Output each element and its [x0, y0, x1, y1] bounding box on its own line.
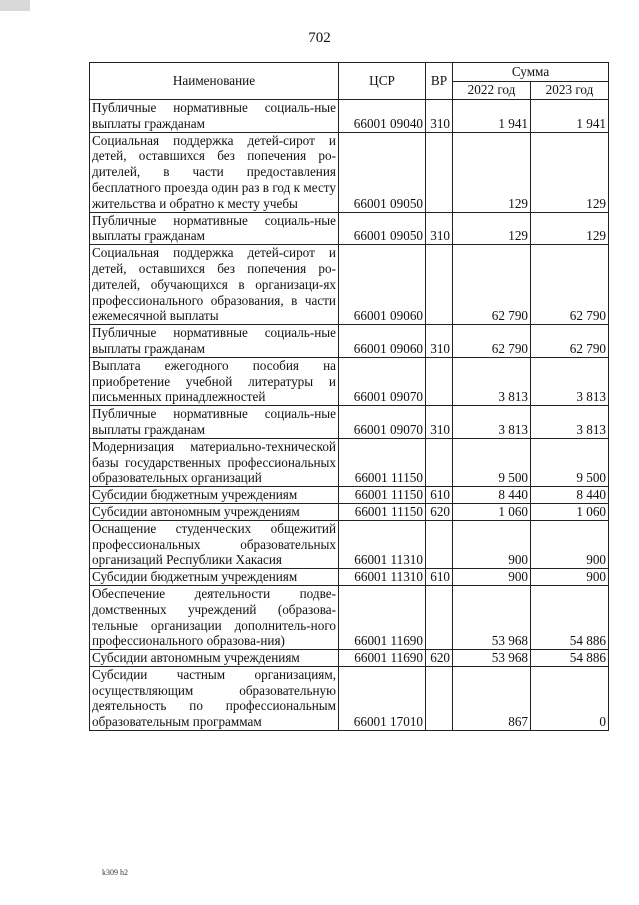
row-csr: 66001 11310 [339, 569, 426, 586]
budget-table [89, 62, 609, 731]
row-vr [426, 585, 453, 649]
table-row [90, 585, 609, 649]
row-vr: 310 [426, 100, 453, 133]
row-name: Выплата ежегодного пособия на приобретение учебной литературы и письменных принадлежностей [90, 357, 339, 405]
row-csr: 66001 17010 [339, 666, 426, 730]
row-2022: 900 [453, 569, 531, 586]
row-vr [426, 438, 453, 486]
row-vr [426, 245, 453, 325]
header-year-2023: 2023 год [531, 81, 609, 100]
row-2023: 129 [531, 212, 609, 245]
row-csr: 66001 11150 [339, 487, 426, 504]
table-row [90, 520, 609, 568]
row-name: Социальная поддержка детей-сирот и детей, оставшихся без попечения ро-дителей, обучающихся в организаци-ях профессионального образования, в части ежемесячной выплаты [90, 245, 339, 325]
row-csr: 66001 11310 [339, 520, 426, 568]
table-row [90, 666, 609, 730]
row-2022: 3 813 [453, 406, 531, 439]
row-2023: 54 886 [531, 585, 609, 649]
row-name: Субсидии частным организациям, осуществляющим образовательную деятельность по профессиональным образовательным программам [90, 666, 339, 730]
row-name: Публичные нормативные социаль-ные выплаты гражданам [90, 212, 339, 245]
row-2023: 62 790 [531, 325, 609, 358]
row-2022: 129 [453, 212, 531, 245]
table-row [90, 569, 609, 586]
row-csr: 66001 11150 [339, 503, 426, 520]
row-2023: 62 790 [531, 245, 609, 325]
row-vr [426, 666, 453, 730]
row-vr: 620 [426, 650, 453, 667]
table-row [90, 406, 609, 439]
table-row [90, 100, 609, 133]
row-name: Публичные нормативные социаль-ные выплаты гражданам [90, 325, 339, 358]
row-2023: 0 [531, 666, 609, 730]
row-name: Оснащение студенческих общежитий профессиональных образовательных организаций Республики Хакасия [90, 520, 339, 568]
row-vr [426, 132, 453, 212]
table-row [90, 650, 609, 667]
header-name: Наименование [90, 63, 339, 100]
header-vr: ВР [426, 63, 453, 100]
row-csr: 66001 11150 [339, 438, 426, 486]
row-2022: 8 440 [453, 487, 531, 504]
row-name: Публичные нормативные социаль-ные выплаты гражданам [90, 406, 339, 439]
row-vr: 310 [426, 212, 453, 245]
row-csr: 66001 09070 [339, 357, 426, 405]
row-csr: 66001 09070 [339, 406, 426, 439]
page-number: 702 [308, 30, 331, 46]
row-2023: 3 813 [531, 357, 609, 405]
row-vr [426, 520, 453, 568]
row-vr: 610 [426, 487, 453, 504]
row-2022: 62 790 [453, 245, 531, 325]
scan-corner-mark [0, 0, 30, 11]
row-csr: 66001 09040 [339, 100, 426, 133]
row-name: Субсидии бюджетным учреждениям [90, 569, 339, 586]
row-2023: 3 813 [531, 406, 609, 439]
row-2022: 62 790 [453, 325, 531, 358]
row-csr: 66001 09060 [339, 245, 426, 325]
row-name: Субсидии автономным учреждениям [90, 503, 339, 520]
table-row [90, 132, 609, 212]
row-csr: 66001 09050 [339, 212, 426, 245]
table-row [90, 325, 609, 358]
row-2023: 1 060 [531, 503, 609, 520]
row-vr [426, 357, 453, 405]
row-2022: 900 [453, 520, 531, 568]
table-row [90, 212, 609, 245]
row-name: Субсидии автономным учреждениям [90, 650, 339, 667]
row-2022: 1 941 [453, 100, 531, 133]
table-row [90, 245, 609, 325]
row-2023: 9 500 [531, 438, 609, 486]
row-2023: 8 440 [531, 487, 609, 504]
row-2022: 867 [453, 666, 531, 730]
footer-code: k309 h2 [102, 868, 128, 877]
row-2022: 3 813 [453, 357, 531, 405]
row-csr: 66001 11690 [339, 650, 426, 667]
row-2022: 9 500 [453, 438, 531, 486]
row-vr: 620 [426, 503, 453, 520]
row-vr: 610 [426, 569, 453, 586]
header-year-2022: 2022 год [453, 81, 531, 100]
row-2023: 900 [531, 569, 609, 586]
table-row [90, 503, 609, 520]
row-2023: 900 [531, 520, 609, 568]
row-2022: 1 060 [453, 503, 531, 520]
row-name: Обеспечение деятельности подве-домственных учреждений (образова-тельные организации дополнитель-ного профессионального образова-ния) [90, 585, 339, 649]
row-csr: 66001 11690 [339, 585, 426, 649]
row-vr: 310 [426, 406, 453, 439]
table-row [90, 438, 609, 486]
header-sum: Сумма [453, 63, 609, 82]
row-name: Социальная поддержка детей-сирот и детей, оставшихся без попечения ро-дителей, в части предоставления бесплатного проезда один раз в год к месту жительства и обратно к месту учебы [90, 132, 339, 212]
row-name: Субсидии бюджетным учреждениям [90, 487, 339, 504]
row-2023: 54 886 [531, 650, 609, 667]
table-row [90, 487, 609, 504]
table-row [90, 357, 609, 405]
row-2023: 1 941 [531, 100, 609, 133]
row-csr: 66001 09060 [339, 325, 426, 358]
row-vr: 310 [426, 325, 453, 358]
row-2022: 129 [453, 132, 531, 212]
row-name: Публичные нормативные социаль-ные выплаты гражданам [90, 100, 339, 133]
row-name: Модернизация материально-технической базы государственных профессиональных образовательных организаций [90, 438, 339, 486]
row-csr: 66001 09050 [339, 132, 426, 212]
header-csr: ЦСР [339, 63, 426, 100]
row-2022: 53 968 [453, 585, 531, 649]
row-2022: 53 968 [453, 650, 531, 667]
row-2023: 129 [531, 132, 609, 212]
